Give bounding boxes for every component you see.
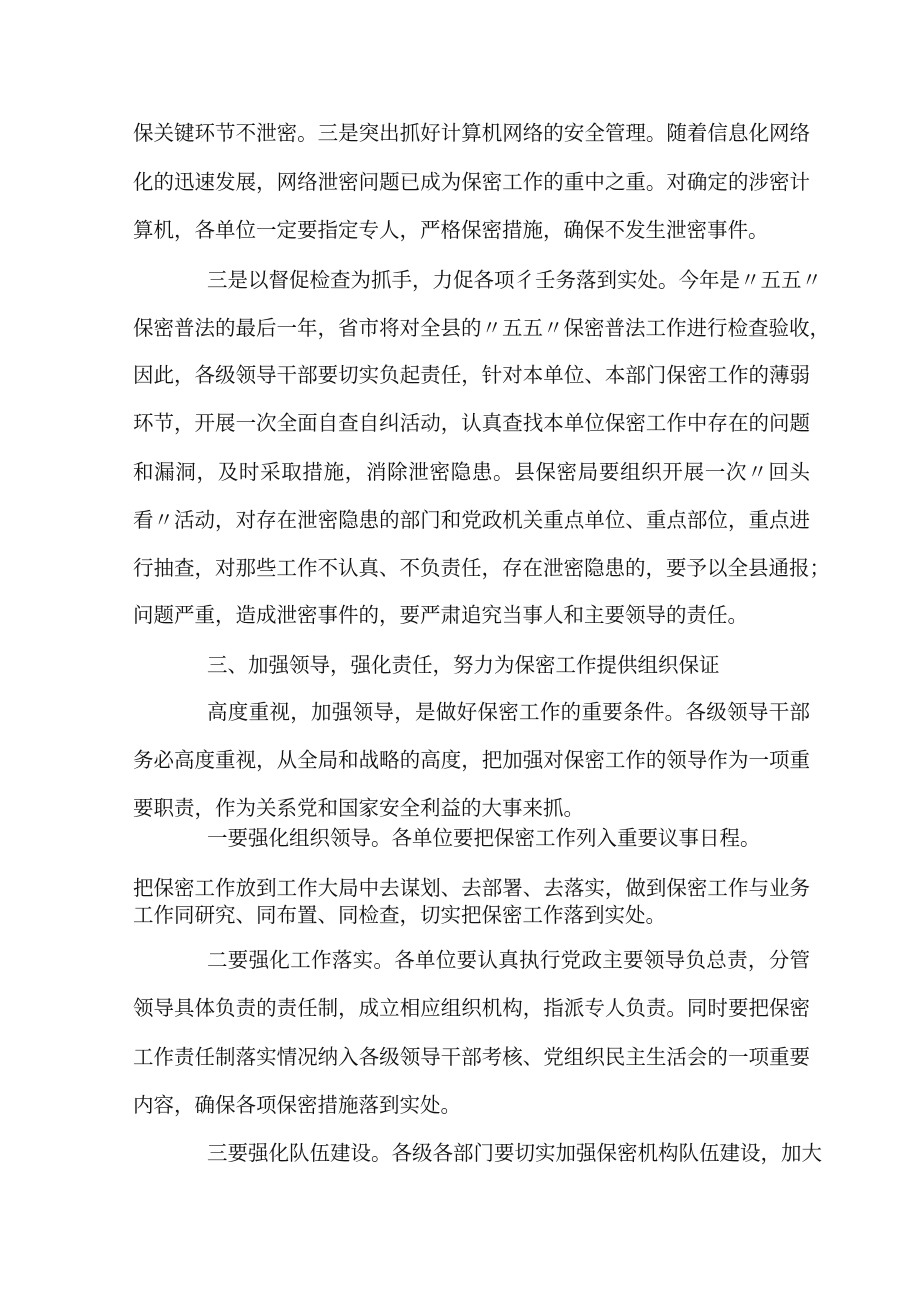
text-line: 化的迅速发展，网络泄密问题已成为保密工作的重中之重。对确定的涉密计 [133, 170, 810, 194]
paragraph-start-line: 三要强化队伍建设。各级各部门要切实加强保密机构队伍建设，加大 [207, 1141, 822, 1165]
text-line: 内容，确保各项保密措施落到实处。 [133, 1093, 461, 1117]
paragraph-start-line: 一要强化组织领导。各单位要把保密工作列入重要议事日程。 [207, 826, 761, 850]
text-line: 因此，各级领导干部要切实负起责任，针对本单位、本部门保密工作的薄弱 [133, 363, 810, 387]
paragraph-start-line: 三是以督促检查为抓手，力促各项彳壬务落到实处。今年是〃五五〃 [207, 268, 822, 292]
paragraph-start-line: 高度重视，加强领导，是做好保密工作的重要条件。各级领导干部 [207, 700, 810, 724]
text-line: 问题严重，造成泄密事件的，要严肃追究当事人和主要领导的责任。 [133, 603, 748, 627]
text-line: 工作同研究、同布置、同检查，切实把保密工作落到实处。 [133, 903, 666, 927]
text-line: 务必高度重视，从全局和战略的高度，把加强对保密工作的领导作为一项重 [133, 748, 810, 772]
text-line: 和漏洞，及时采取措施，消除泄密隐患。县保密局要组织开展一次〃回头 [133, 460, 810, 484]
text-line: 要职责，作为关系党和国家安全利益的大事来抓。 [133, 796, 584, 820]
text-line: 保关键环节不泄密。三是突出抓好计算机网络的安全管理。随着信息化网络 [133, 121, 810, 145]
text-line: 算机，各单位一定要指定专人，严格保密措施，确保不发生泄密事件。 [133, 218, 769, 242]
text-line: 工作责任制落实情况纳入各级领导干部考核、党组织民主生活会的一项重要 [133, 1045, 810, 1069]
text-line: 行抽查，对那些工作不认真、不负责任，存在泄密隐患的，要予以全县通报； [133, 556, 830, 580]
paragraph-start-line: 二要强化工作落实。各单位要认真执行党政主要领导负总责，分管 [207, 948, 810, 972]
text-line: 领导具体负责的责任制，成立相应组织机构，指派专人负责。同时要把保密 [133, 996, 810, 1020]
text-line: 环节，开展一次全面自查自纠活动，认真查找本单位保密工作中存在的问题 [133, 411, 810, 435]
text-line: 把保密工作放到工作大局中去谋划、去部署、去落实，做到保密工作与业务 [133, 876, 810, 900]
section-heading: 三、加强领导，强化责任，努力为保密工作提供组织保证 [207, 653, 720, 677]
text-line: 看〃活动，对存在泄密隐患的部门和党政机关重点单位、重点部位，重点进 [133, 508, 810, 532]
text-line: 保密普法的最后一年，省市将对全县的〃五五〃保密普法工作进行检查验收， [133, 316, 830, 340]
